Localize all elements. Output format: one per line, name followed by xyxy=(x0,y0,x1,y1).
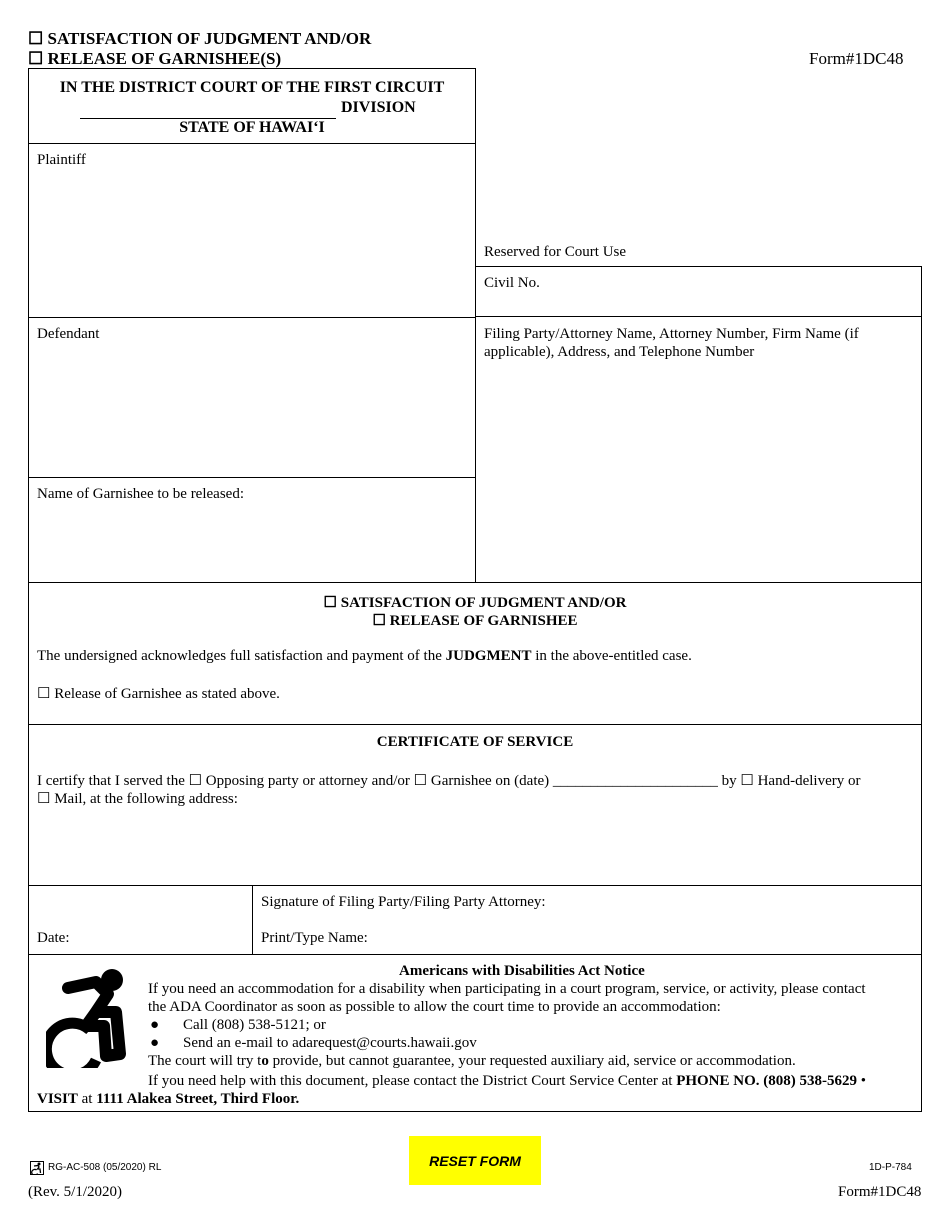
defendant-bottom-line xyxy=(28,477,475,478)
satisfaction-heading: ☐ SATISFACTION OF JUDGMENT AND/OR xyxy=(323,595,627,611)
division-label: DIVISION xyxy=(341,99,416,116)
ada-bullet2: Send an e-mail to adarequest@courts.hawaii.gov xyxy=(183,1035,477,1051)
ada-line5: VISIT at 1111 Alakea Street, Third Floor. xyxy=(37,1091,300,1107)
form-title-line1: ☐ SATISFACTION OF JUDGMENT AND/OR xyxy=(28,29,372,48)
satisfaction-statement: The undersigned acknowledges full satisfaction and payment of the JUDGMENT in the above-entitled case. xyxy=(37,648,692,664)
release-checkbox-line[interactable]: ☐ Release of Garnishee as stated above. xyxy=(37,686,280,702)
ada-line4: If you need help with this document, please contact the District Court Service Center at PHONE NO. (808) 538-5629 • xyxy=(148,1073,867,1089)
reset-form-button[interactable]: RESET FORM xyxy=(409,1136,541,1185)
accessibility-icon xyxy=(46,966,128,1068)
release-heading: ☐ RELEASE OF GARNISHEE xyxy=(372,613,578,629)
left-border xyxy=(28,143,29,583)
revision-date: (Rev. 5/1/2020) xyxy=(28,1184,123,1200)
doc-code: 1D-P-784 xyxy=(869,1162,912,1173)
right-border xyxy=(921,266,922,583)
signature-label: Signature of Filing Party/Filing Party Attorney: xyxy=(261,894,546,910)
filing-party-line2: applicable), Address, and Telephone Number xyxy=(484,344,755,360)
reserved-court-use: Reserved for Court Use xyxy=(484,244,627,260)
ada-bullet1: Call (808) 538-5121; or xyxy=(183,1017,326,1033)
form-title-line2: ☐ RELEASE OF GARNISHEE(S) xyxy=(28,49,282,68)
bullet-icon: ● xyxy=(150,1017,160,1033)
filing-party-line1: Filing Party/Attorney Name, Attorney Number, Firm Name (if xyxy=(484,326,859,342)
defendant-label: Defendant xyxy=(37,326,100,342)
date-label: Date: xyxy=(37,930,70,946)
form-number-top: Form#1DC48 xyxy=(809,49,904,68)
signature-divider xyxy=(252,885,253,955)
plaintiff-label: Plaintiff xyxy=(37,152,86,168)
small-accessibility-icon xyxy=(30,1161,44,1175)
ada-line2: the ADA Coordinator as soon as possible to allow the court time to provide an accommodation: xyxy=(148,999,721,1015)
print-name-label: Print/Type Name: xyxy=(261,930,368,946)
certificate-heading: CERTIFICATE OF SERVICE xyxy=(376,734,574,750)
state-label: STATE OF HAWAI‘I xyxy=(179,119,325,136)
civil-no-bottom-line xyxy=(475,316,922,317)
ada-heading: Americans with Disabilities Act Notice xyxy=(399,963,645,979)
ada-line1: If you need an accommodation for a disability when participating in a court program, service, or activity, please contact xyxy=(148,981,866,997)
plaintiff-bottom-line xyxy=(28,317,475,318)
middle-divider xyxy=(475,143,476,583)
civil-no-label: Civil No. xyxy=(484,275,540,291)
court-name: IN THE DISTRICT COURT OF THE FIRST CIRCUIT xyxy=(59,79,445,96)
garnishee-label: Name of Garnishee to be released: xyxy=(37,486,244,502)
reserved-line xyxy=(475,266,922,267)
ada-line3: The court will try to provide, but cannot guarantee, your requested auxiliary aid, service or accommodation. xyxy=(148,1053,796,1069)
bullet-icon: ● xyxy=(150,1035,160,1051)
form-number-bottom: Form#1DC48 xyxy=(838,1184,922,1200)
certificate-line2[interactable]: ☐ Mail, at the following address: xyxy=(37,791,238,807)
certificate-line1[interactable]: I certify that I served the ☐ Opposing party or attorney and/or ☐ Garnishee on (date) ______________________ by ☐ Hand-delivery or xyxy=(37,773,861,789)
rg-code: RG-AC-508 (05/2020) RL xyxy=(48,1162,162,1173)
